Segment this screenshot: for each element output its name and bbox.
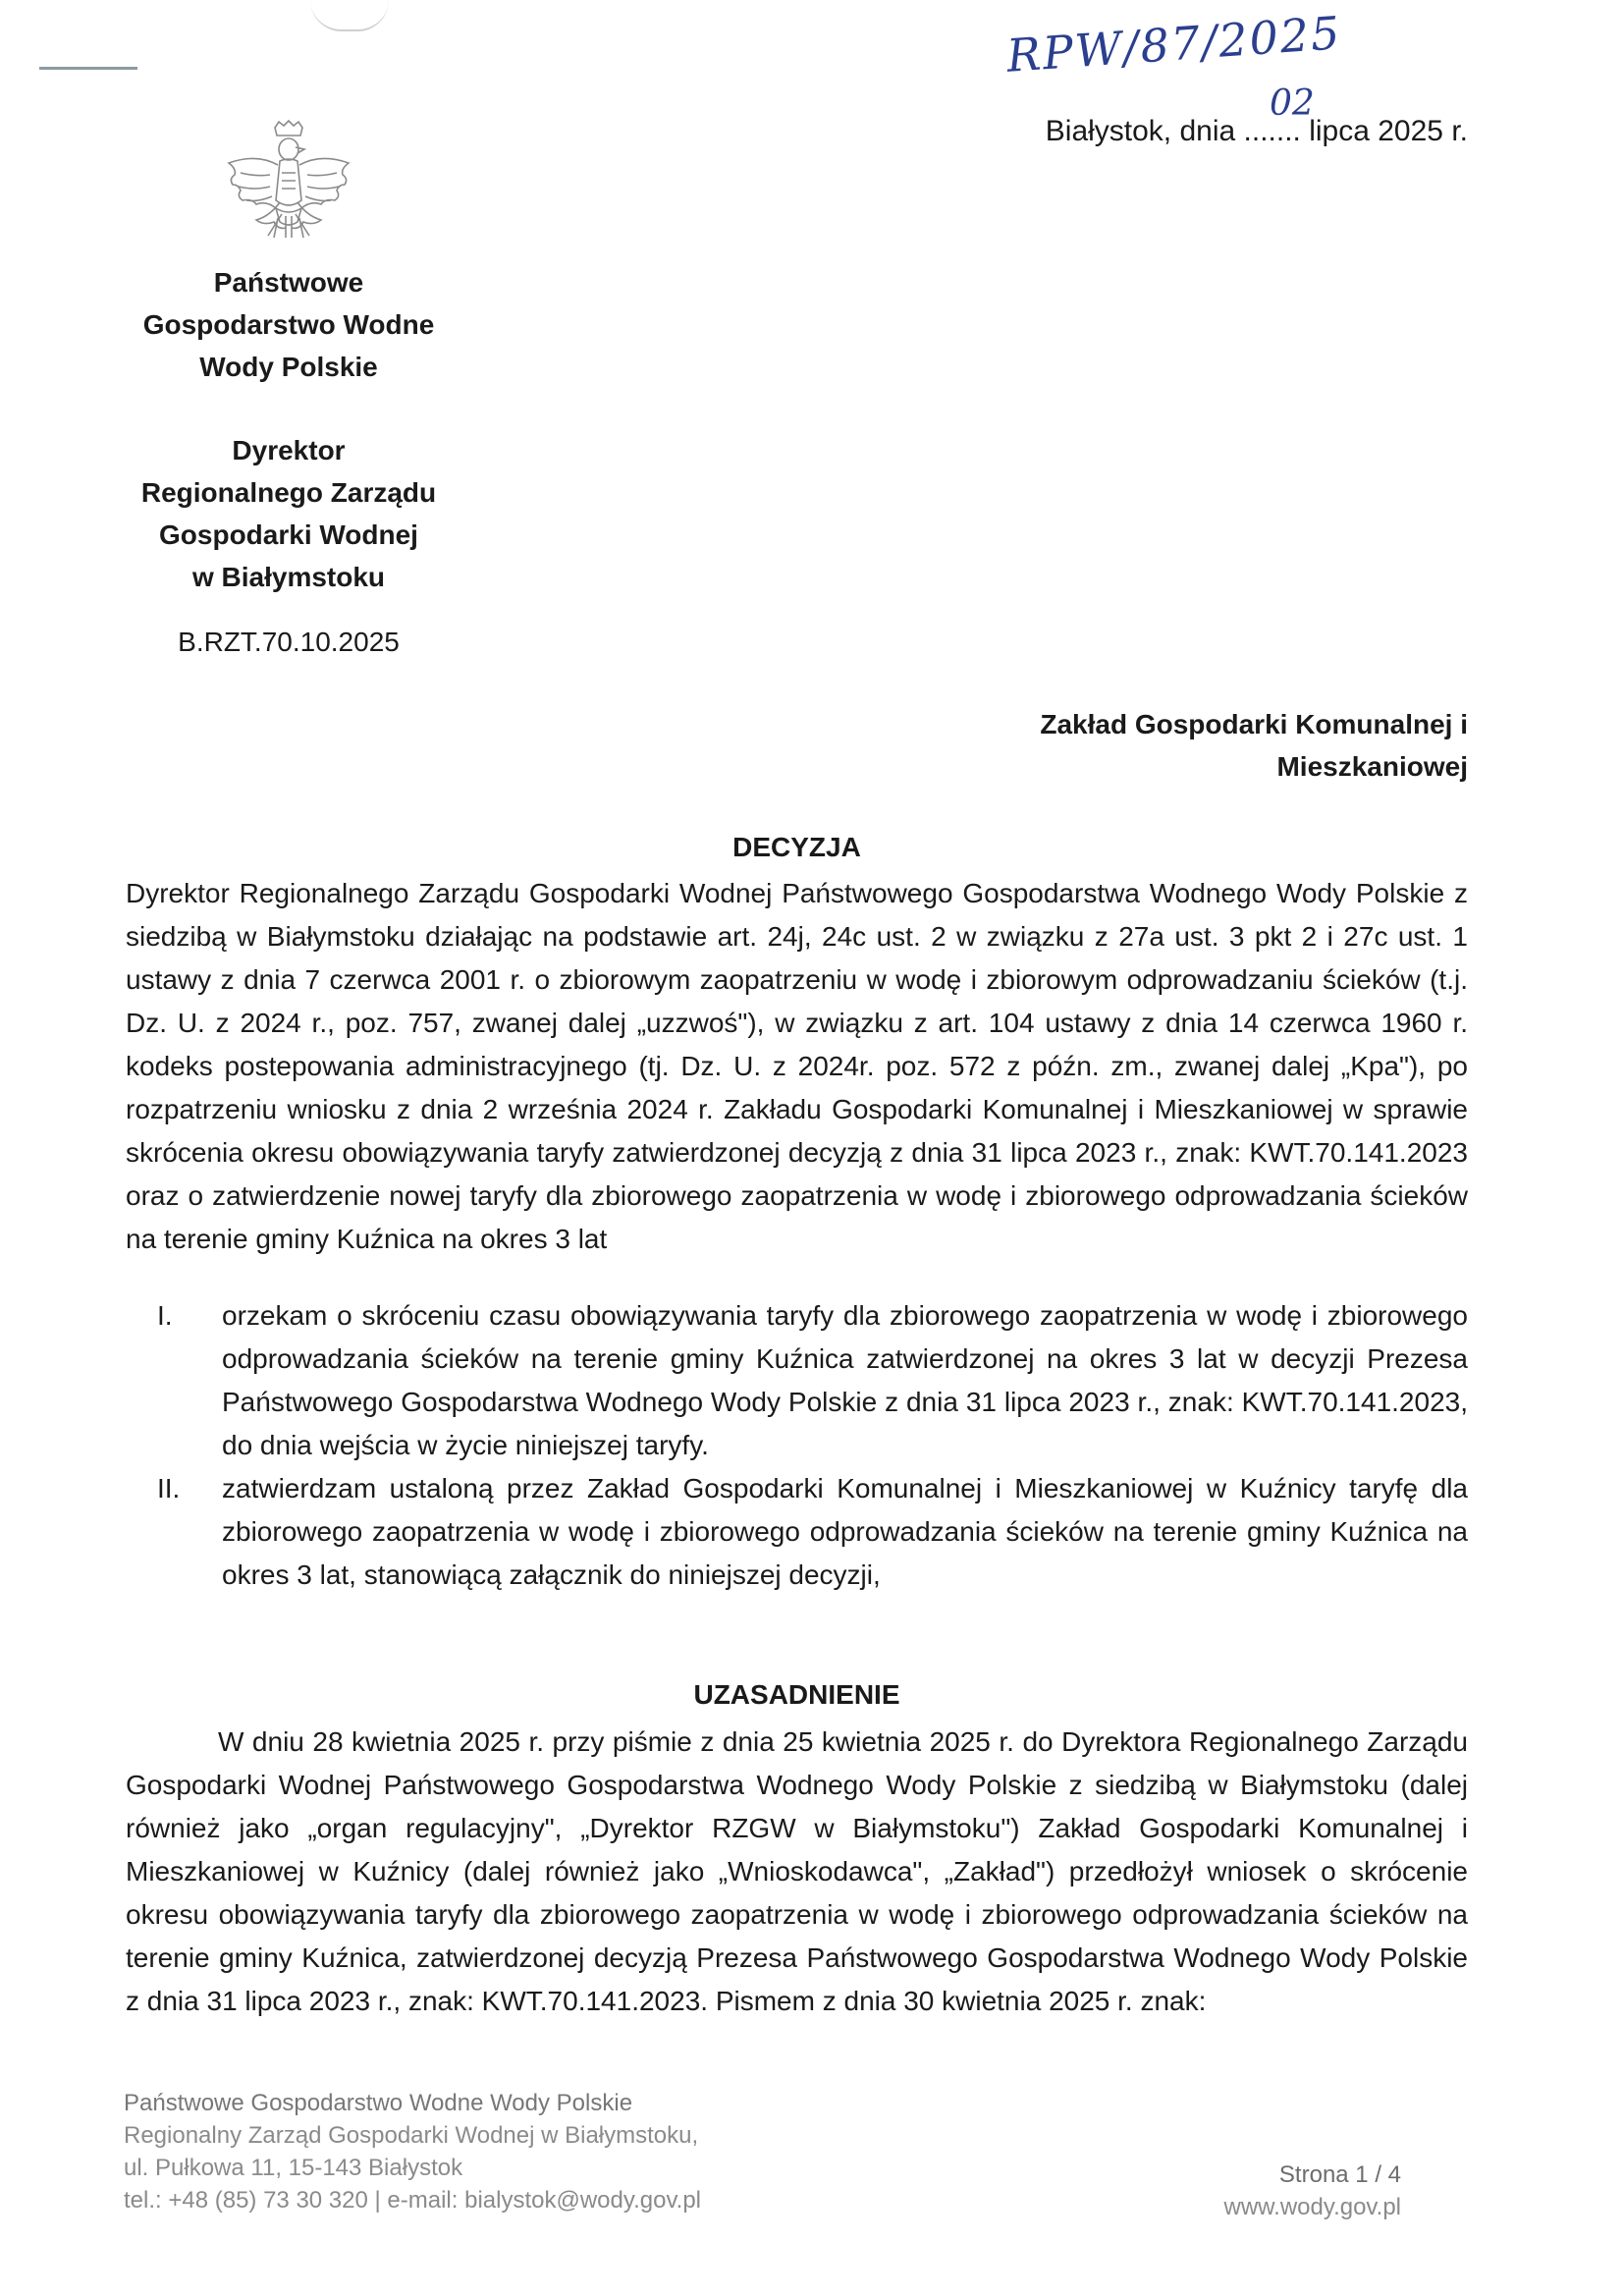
footer-contact [124,2087,701,2216]
decision-item-text: orzekam o skróceniu czasu obowiązywania taryfy dla zbiorowego zaopatrzenia w wodę i zbiorowego odprowadzania ścieków na terenie gminy Kuźnica zatwierdzonej na okres 3 lat w decyzji Prezesa Państwowego Gospodarstwa Wodnego Wody Polskie z dnia 31 lipca 2023 r., znak: KWT.70.141.2023, do dnia wejścia w życie niniejszej taryfy. [222,1300,1468,1460]
case-number: B.RZT.70.10.2025 [178,627,400,657]
justification-heading: UZASADNIENIE [693,1679,900,1710]
decision-item [126,1467,1468,1597]
footer-address-line: Regionalny Zarząd Gospodarki Wodnej w Białymstoku, [124,2122,699,2149]
decision-item-number: II. [157,1473,181,1503]
justification-body: W dniu 28 kwietnia 2025 r. przy piśmie z dnia 25 kwietnia 2025 r. do Dyrektora Regionalnego Zarządu Gospodarki Wodnej Państwowego Gospodarstwa Wodnego Wody Polskie z siedzibą w Białymstoku (dalej również jako „organ regulacyjny", „Dyrektor RZGW w Białymstoku") Zakład Gospodarki Komunalnej i Mieszkaniowej w Kuźnicy (dalej również jako „Wnioskodawca", „Zakład") przedłożył wniosek o skrócenie okresu obowiązywania taryfy dla zbiorowego zaopatrzenia w wodę i zbiorowego odprowadzania ścieków na terenie gminy Kuźnica, zatwierdzonej decyzją Prezesa Państwowego Gospodarstwa Wodnego Wody Polskie z dnia 31 lipca 2023 r., znak: KWT.70.141.2023. Pismem z dnia 30 kwietnia 2025 r. znak: [126,1726,1468,2016]
decision-item-number: I. [157,1300,173,1331]
polish-eagle-emblem-icon [221,120,356,247]
handwritten-day: 02 [1270,83,1315,124]
recipient-line: Zakład Gospodarki Komunalnej i [1040,709,1468,739]
decision-heading: DECYZJA [732,832,861,862]
institution-name [98,261,479,388]
decision-body: Dyrektor Regionalnego Zarządu Gospodarki Wodnej Państwowego Gospodarstwa Wodnego Wody Polskie z siedzibą w Białymstoku działając na podstawie art. 24j, 24c ust. 2 w związku z 27a ust. 3 pkt 2 i 27c ust. 1 ustawy z dnia 7 czerwca 2001 r. o zbiorowym zaopatrzeniu w wodę i zbiorowym odprowadzaniu ścieków (t.j. Dz. U. z 2024 r., poz. 757, zwanej dalej „uzzwoś"), w związku z art. 104 ustawy z dnia 14 czerwca 1960 r. kodeks postepowania administracyjnego (tj. Dz. U. z 2024r. poz. 572 z późn. zm., zwanej dalej „Kpa"), po rozpatrzeniu wniosku z dnia 2 września 2024 r. Zakładu Gospodarki Komunalnej i Mieszkaniowej w sprawie skrócenia okresu obowiązywania taryfy zatwierdzonej decyzją z dnia 31 lipca 2023 r., znak: KWT.70.141.2023 oraz o zatwierdzenie nowej taryfy dla zbiorowego zaopatrzenia w wodę i zbiorowego odprowadzania ścieków na terenie gminy Kuźnica na okres 3 lat [126,878,1468,1254]
footer-address-line: tel.: +48 (85) 73 30 320 | e-mail: bialystok@wody.gov.pl [124,2187,702,2214]
scan-artifact [39,67,137,76]
institution-line: Państwowe [213,267,364,298]
institution-line: Gospodarstwo Wodne [142,309,435,340]
authority-name [98,429,479,598]
decision-item [126,1294,1468,1467]
footer-org-line: Państwowe Gospodarstwo Wodne Wody Polskie [124,2090,633,2116]
authority-line: Gospodarki Wodnej [159,519,418,550]
authority-line: Regionalnego Zarządu [140,477,437,508]
authority-line: w Białymstoku [191,562,386,592]
date-line: Białystok, dnia ....... lipca 2025 r. [1045,115,1468,147]
footer-website: www.wody.gov.pl [1223,2194,1401,2220]
authority-line: Dyrektor [232,435,346,465]
footer-page-info [1223,2159,1401,2223]
page-number: Strona 1 / 4 [1278,2161,1401,2188]
recipient-line: Mieszkaniowej [1276,751,1468,782]
handwritten-registry-number: RPW/87/2025 [1004,6,1343,82]
decision-item-text: zatwierdzam ustaloną przez Zakład Gospodarki Komunalnej i Mieszkaniowej w Kuźnicy taryfę dla zbiorowego zaopatrzenia w wodę i zbiorowego odprowadzania ścieków na terenie gminy Kuźnica na okres 3 lat, stanowiącą załącznik do niniejszej decyzji, [222,1473,1468,1590]
institution-line: Wody Polskie [199,352,378,382]
footer-address-line: ul. Pułkowa 11, 15-143 Białystok [124,2155,463,2181]
scan-artifact [310,0,389,31]
recipient-address [957,703,1468,788]
